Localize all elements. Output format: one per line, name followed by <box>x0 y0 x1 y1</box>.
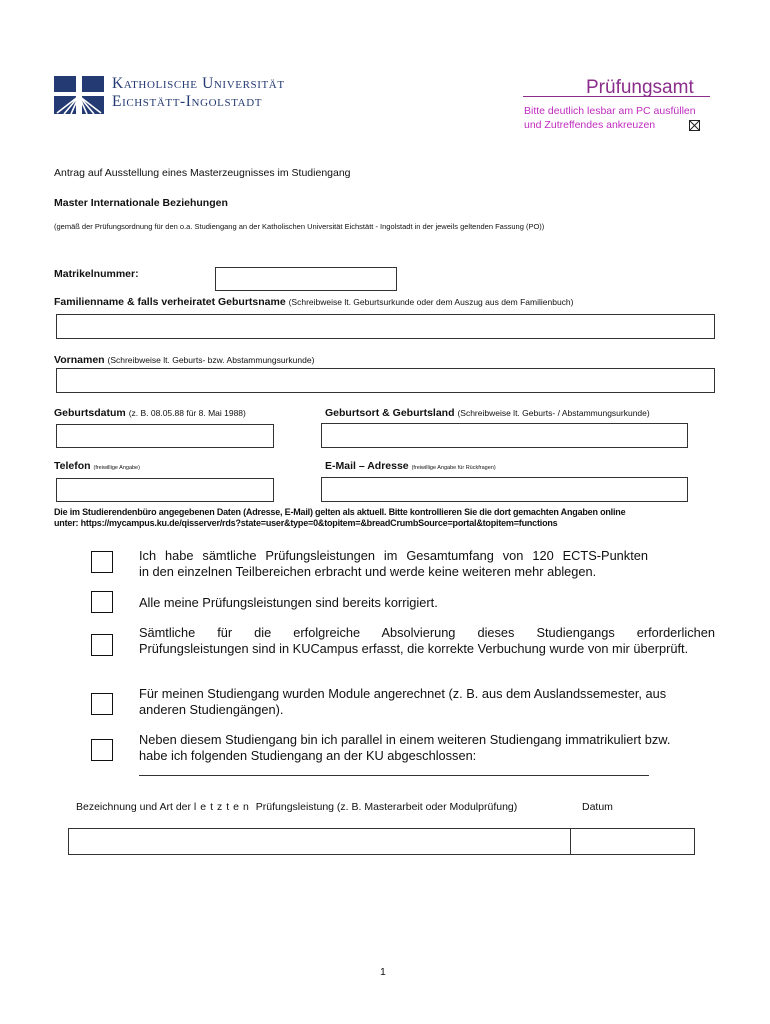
parallel-program-line[interactable] <box>139 775 649 776</box>
email-hint: (freiwillige Angabe für Rückfragen) <box>411 465 496 471</box>
checkbox-text-all-ects-1: Ich habe sämtliche Prüfungsleistungen im Gesamtumfang von 120 ECTS-Punkten <box>139 548 648 563</box>
page-number: 1 <box>380 966 386 978</box>
last-exam-label-prefix: Bezeichnung und Art der <box>76 801 191 813</box>
last-exam-label-suffix: Prüfungsleistung (z. B. Masterarbeit oder Modulprüfung) <box>255 801 518 813</box>
date-label: Datum <box>582 801 613 813</box>
email-label-text: E-Mail – Adresse <box>325 460 409 472</box>
last-exam-label-spaced: letzten <box>193 801 253 813</box>
familienname-label-text: Familienname & falls verheiratet Geburtsname <box>54 296 286 308</box>
geburtsdatum-input[interactable] <box>56 424 274 448</box>
last-exam-input[interactable] <box>68 828 571 855</box>
geburtsdatum-label <box>54 407 246 419</box>
checkbox-corrected[interactable] <box>91 591 113 613</box>
last-exam-label <box>76 801 517 813</box>
university-logo <box>54 76 104 114</box>
email-label <box>325 460 496 472</box>
geburtsort-hint: (Schreibweise lt. Geburts- / Abstammungsurkunde) <box>457 408 650 418</box>
checkbox-kucampus[interactable] <box>91 634 113 656</box>
checkbox-text-modules-credited-1: Für meinen Studiengang wurden Module angerechnet (z. B. aus dem Auslandssemester, aus <box>139 686 667 701</box>
crossed-box-icon <box>689 120 700 131</box>
matrikel-input[interactable] <box>215 267 397 291</box>
program-name: Master Internationale Beziehungen <box>54 197 228 209</box>
vorname-label <box>54 354 314 366</box>
checkbox-text-kucampus-1: Sämtliche für die erfolgreiche Absolvierung dieses Studiengangs erforderlichen <box>139 625 715 640</box>
checkbox-modules-credited[interactable] <box>91 693 113 715</box>
familienname-input[interactable] <box>56 314 715 339</box>
email-input[interactable] <box>321 477 688 502</box>
vorname-hint: (Schreibweise lt. Geburts- bzw. Abstammungsurkunde) <box>107 355 315 365</box>
date-input[interactable] <box>570 828 695 855</box>
geburtsort-label-text: Geburtsort & Geburtsland <box>325 407 455 419</box>
checkbox-text-corrected: Alle meine Prüfungsleistungen sind bereits korrigiert. <box>139 595 438 610</box>
checkbox-all-ects[interactable] <box>91 551 113 573</box>
vorname-label-text: Vornamen <box>54 354 105 366</box>
logo-line-2: Eichstätt-Ingolstadt <box>112 93 263 110</box>
telefon-label-text: Telefon <box>54 460 91 472</box>
checkbox-text-all-ects-2: in den einzelnen Teilbereichen erbracht und werde keine weiteren mehr ablegen. <box>139 564 597 579</box>
telefon-label <box>54 460 140 472</box>
regulation-note: (gemäß der Prüfungsordnung für den o.a. Studiengang an der Katholischen Universität Eichstätt - Ingolstadt in der jeweils geltenden Fassung (PO)) <box>54 222 545 231</box>
familienname-hint: (Schreibweise lt. Geburtsurkunde oder dem Auszug aus dem Familienbuch) <box>288 297 574 307</box>
telefon-input[interactable] <box>56 478 274 502</box>
checkbox-text-modules-credited-2: anderen Studiengängen). <box>139 702 284 717</box>
vorname-input[interactable] <box>56 368 715 393</box>
checkbox-parallel-program[interactable] <box>91 739 113 761</box>
checkbox-text-parallel-program-1: Neben diesem Studiengang bin ich parallel in einem weiteren Studiengang immatrikuliert bzw. <box>139 732 671 747</box>
fill-instruction-1: Bitte deutlich lesbar am PC ausfüllen <box>524 105 696 117</box>
logo-line-1: Katholische Universität <box>112 75 285 92</box>
familienname-label <box>54 296 574 308</box>
matrikel-label: Matrikelnummer: <box>54 268 139 280</box>
telefon-hint: (freiwillige Angabe) <box>93 465 140 471</box>
logo-emblem-icon <box>54 76 104 114</box>
office-title: Prüfungsamt <box>586 77 694 98</box>
form-heading: Antrag auf Ausstellung eines Masterzeugnisses im Studiengang <box>54 167 351 179</box>
info-line-1: Die im Studierendenbüro angegebenen Daten (Adresse, E-Mail) gelten als aktuell. Bitte kontrollieren Sie die dort gemachten Angaben online <box>54 507 626 517</box>
info-line-2: unter: https://mycampus.ku.de/qisserver/rds?state=user&type=0&topitem=&breadCrumbSource=portal&topitem=functions <box>54 518 558 528</box>
checkbox-text-kucampus-2: Prüfungsleistungen sind in KUCampus erfasst, die korrekte Verbuchung wurde von mir überprüft. <box>139 641 689 656</box>
fill-instruction-2: und Zutreffendes ankreuzen <box>524 119 656 131</box>
geburtsdatum-hint: (z. B. 08.05.88 für 8. Mai 1988) <box>128 408 246 418</box>
checkbox-text-parallel-program-2: habe ich folgenden Studiengang an der KU abgeschlossen: <box>139 748 477 763</box>
geburtsort-label <box>325 407 650 419</box>
geburtsdatum-label-text: Geburtsdatum <box>54 407 126 419</box>
geburtsort-input[interactable] <box>321 423 688 448</box>
